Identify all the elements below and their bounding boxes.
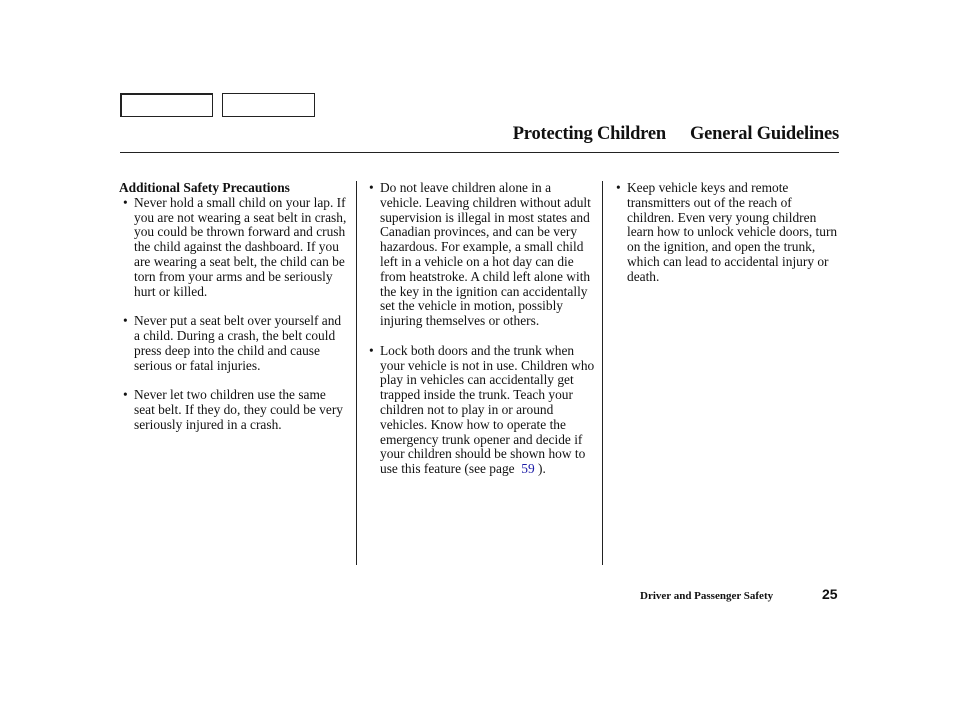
page-header — [120, 124, 839, 145]
bullet-item: • Never hold a small child on your lap. If you are not wearing a seat belt in crash, you could be thrown forward and crush the child against the dashboard. If you are wearing a seat belt, the child can be torn from your arms and be seriously hurt or killed. — [123, 194, 347, 299]
column-3 — [616, 181, 842, 299]
bullet-item: • Never put a seat belt over yourself and a child. During a crash, the belt could press deep into the child and cause serious or fatal injuries. — [123, 313, 342, 373]
column-divider — [356, 181, 357, 565]
page-reference-link[interactable]: 59 — [521, 461, 535, 477]
nav-button-previous[interactable] — [120, 93, 213, 117]
column-1 — [119, 181, 349, 447]
page-number: 25 — [822, 586, 838, 602]
bullet-item: • Lock both doors and the trunk when your vehicle is not in use. Children who play in vehicles can accidentally get trapped inside the trunk. Teach your children not to play in or around vehicles. Know how to operate the emergency trunk opener and decide if your children should be shown how to use this feature (see page 59 ). — [369, 342, 595, 477]
bullet-item: • Never let two children use the same seat belt. If they do, they could be very seriously injured in a crash. — [123, 387, 343, 432]
subsection-title: General Guidelines — [689, 124, 839, 144]
bullet-icon: • — [123, 194, 128, 210]
bullet-icon: • — [369, 342, 374, 358]
nav-button-next[interactable] — [222, 93, 315, 117]
bullet-icon: • — [616, 180, 621, 195]
bullet-item: • Keep vehicle keys and remote transmitters out of the reach of children. Even very young children learn how to unlock vehicle doors, turn on the ignition, and open the trunk, which can lead to accidental injury or death. — [616, 180, 838, 284]
bullet-icon: • — [369, 180, 374, 195]
column-heading: Additional Safety Precautions — [119, 180, 290, 195]
bullet-icon: • — [123, 313, 128, 329]
column-2 — [369, 181, 595, 492]
header-rule — [120, 152, 839, 153]
bullet-item: • Do not leave children alone in a vehicle. Leaving children without adult supervision is illegal in most states and Canadian provinces, and can be very hazardous. For example, a small child left in a vehicle on a hot day can die from heatstroke. A child left alone with the key in the ignition can accidentally set the vehicle in motion, possibly injuring themselves or others. — [369, 180, 591, 329]
column-divider — [602, 181, 603, 565]
bullet-icon: • — [123, 387, 128, 403]
section-title: Protecting Children — [512, 124, 666, 144]
footer-section-name: Driver and Passenger Safety — [640, 590, 774, 602]
